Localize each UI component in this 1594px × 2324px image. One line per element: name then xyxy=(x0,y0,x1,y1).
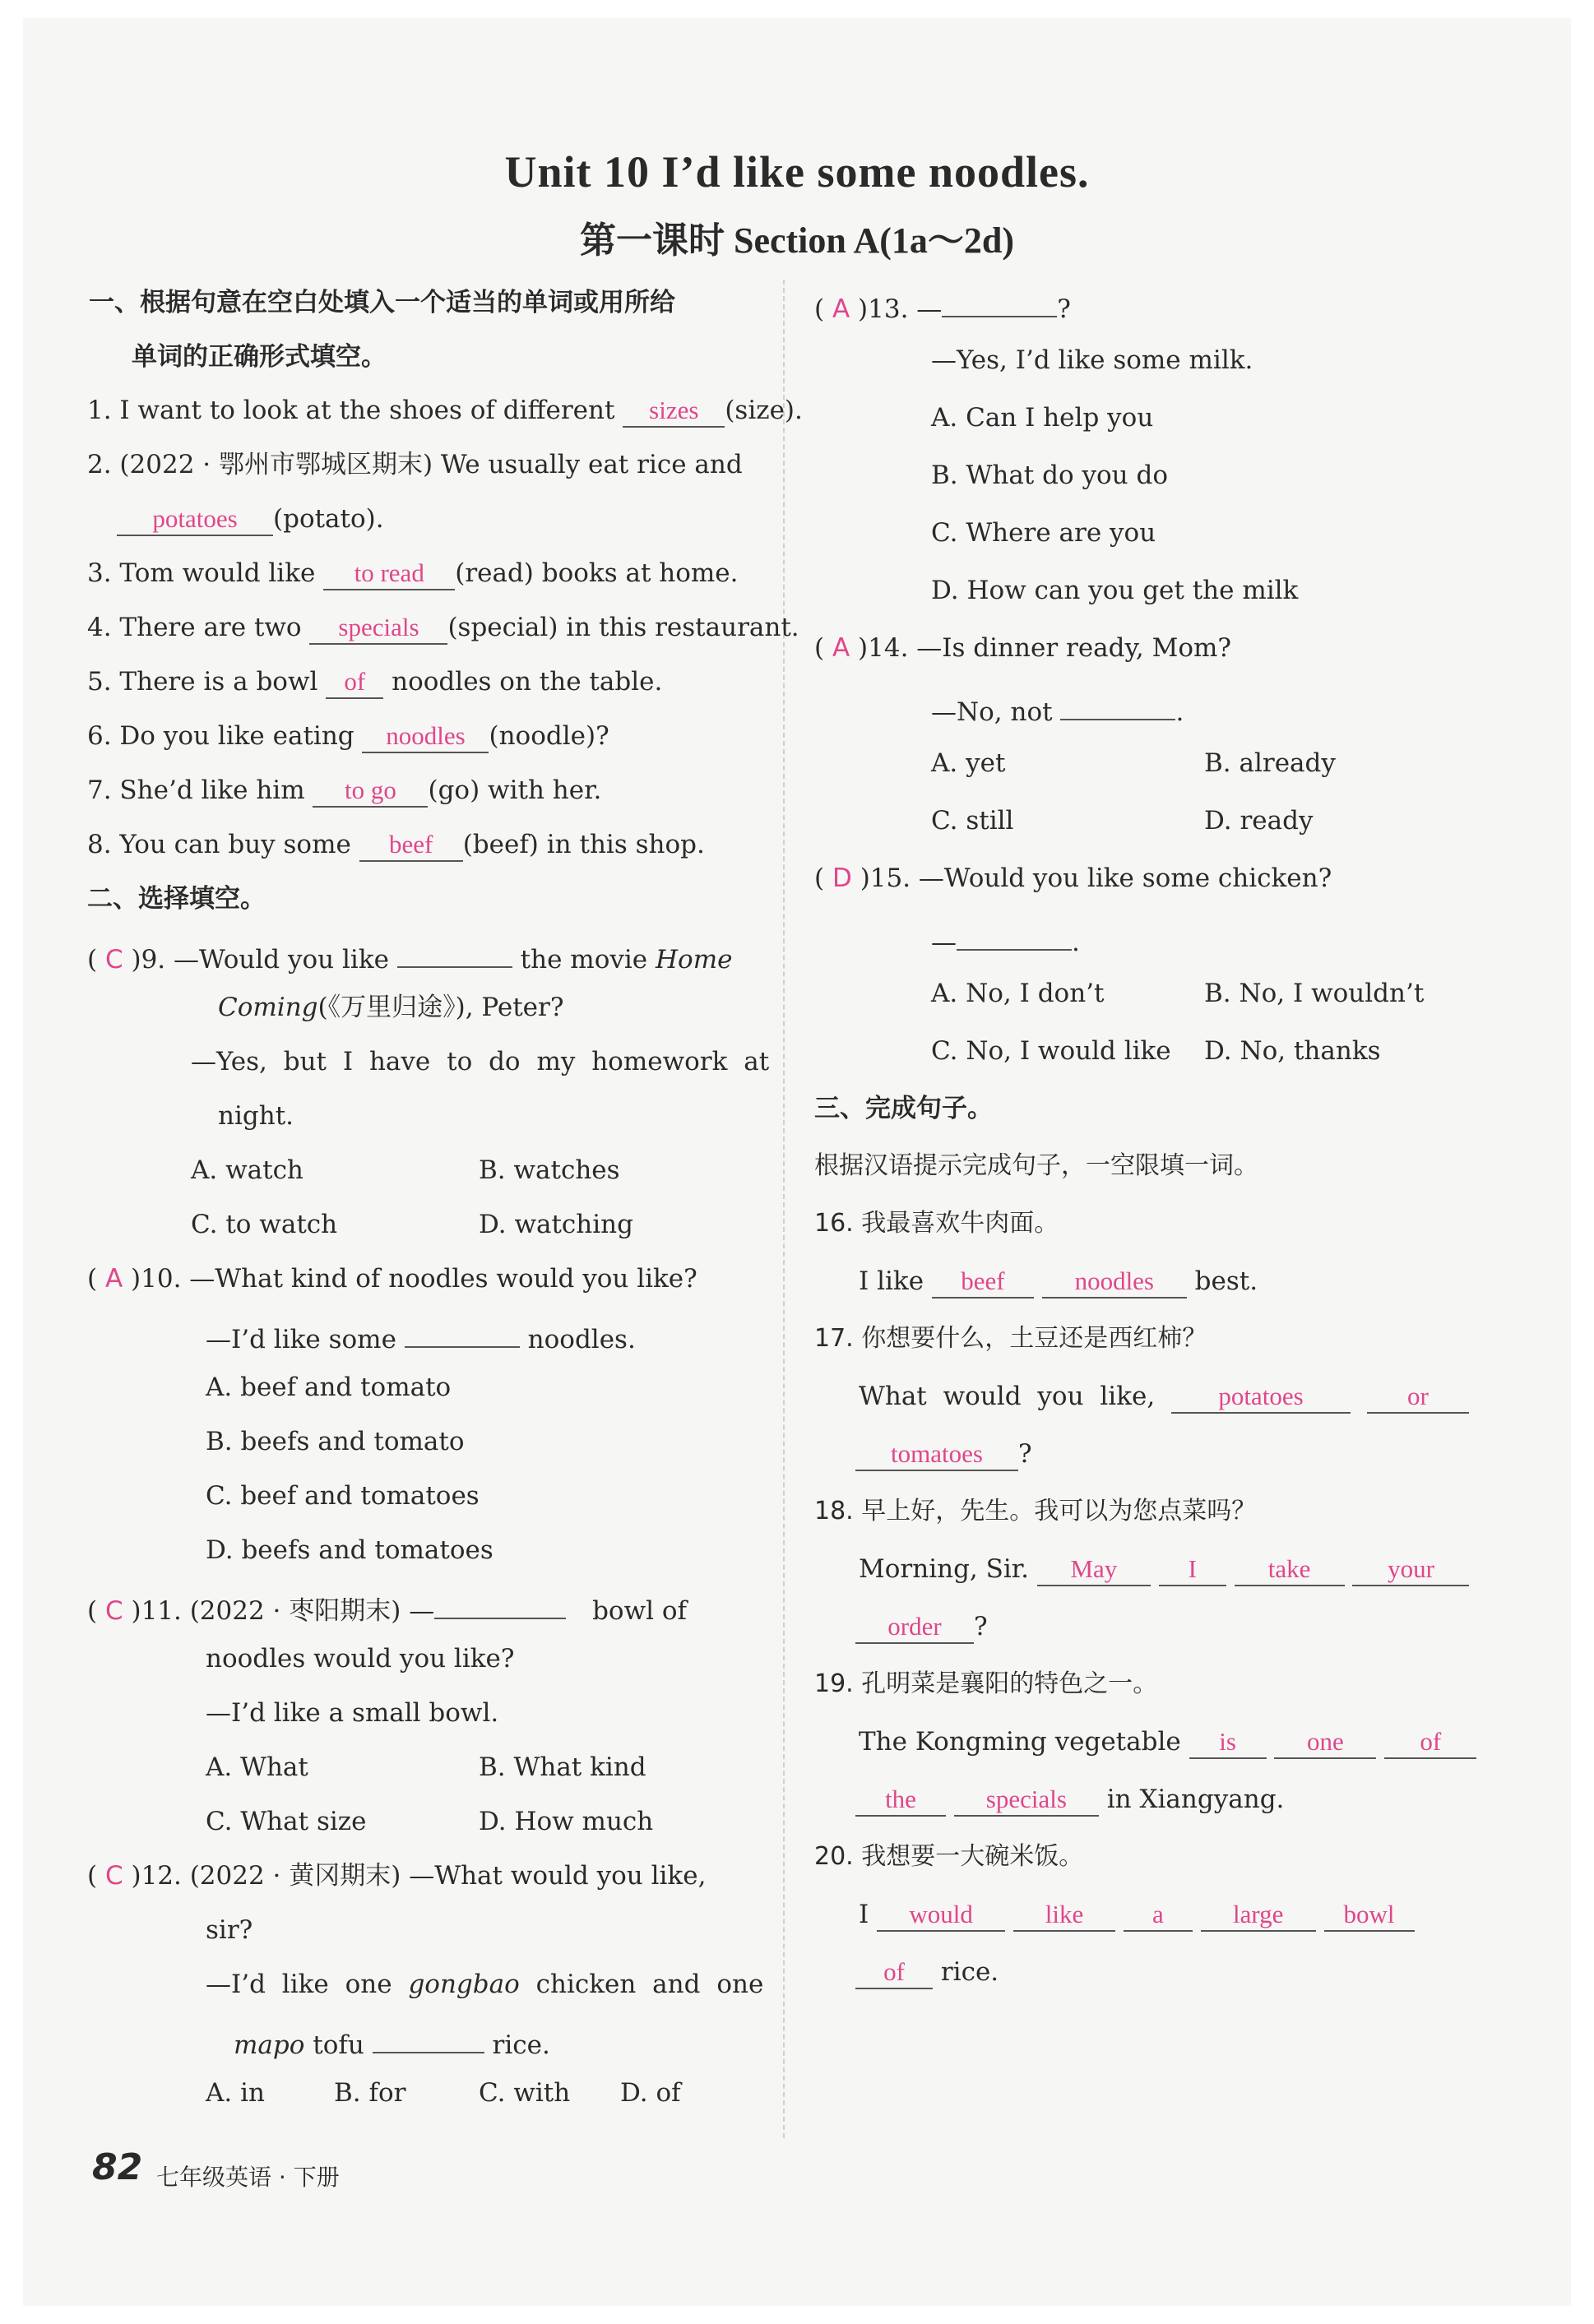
q9-option-a[interactable]: A. watch xyxy=(191,1155,304,1185)
q7-text: 7. She’d like him xyxy=(87,775,305,805)
q1-hint: (size). xyxy=(725,396,803,425)
q9-option-d[interactable]: D. watching xyxy=(479,1210,633,1239)
q12-blank[interactable] xyxy=(373,2022,484,2053)
question-9-line4: night. xyxy=(218,1101,294,1131)
q17-sentence-cont: tomatoes ? xyxy=(855,1437,1032,1471)
q18-blank-4[interactable]: your xyxy=(1352,1555,1469,1586)
q19-blank-1[interactable]: is xyxy=(1189,1728,1267,1759)
q19-blank-3[interactable]: of xyxy=(1384,1728,1476,1759)
question-13-line2: —Yes, I’d like some milk. xyxy=(931,345,1253,375)
q4-hint: (special) in this restaurant. xyxy=(447,613,799,642)
question-9-line3: —Yes, but I have to do my homework at xyxy=(191,1047,770,1076)
question-11: ( C )11. (2022 · 枣阳期末) — bowl of xyxy=(87,1588,687,1627)
q18-blank-5[interactable]: order xyxy=(855,1613,974,1644)
q1-blank[interactable]: sizes xyxy=(623,396,725,428)
q8-blank[interactable]: beef xyxy=(359,831,463,862)
q17-blank-1[interactable]: potatoes xyxy=(1171,1382,1351,1414)
q9-blank[interactable] xyxy=(397,937,512,968)
question-14-line2: —No, not . xyxy=(931,689,1184,729)
q6-hint: (noodle)? xyxy=(489,721,609,751)
part3-instruction: 根据汉语提示完成句子，一空限填一词。 xyxy=(814,1151,1258,1180)
q17-blank-3[interactable]: tomatoes xyxy=(855,1440,1018,1471)
question-9: ( C )9. —Would you like the movie Home xyxy=(87,937,732,976)
q20-blank-1[interactable]: would xyxy=(877,1900,1005,1932)
q5-text: 5. There is a bowl xyxy=(87,667,318,697)
question-12-line3: —I’d like one gongbao chicken and one xyxy=(206,1970,764,1999)
q19-blank-4[interactable]: the xyxy=(855,1785,946,1817)
unit-title: Unit 10 I’d like some noodles. xyxy=(504,147,1090,197)
q11-option-d[interactable]: D. How much xyxy=(479,1807,654,1836)
q20-sentence-cont: of rice. xyxy=(855,1956,999,1989)
q18-blank-3[interactable]: take xyxy=(1235,1555,1345,1586)
q1-text: 1. I want to look at the shoes of different xyxy=(87,396,615,425)
question-8 xyxy=(87,828,705,862)
q6-text: 6. Do you like eating xyxy=(87,721,354,751)
q16-chinese: 16. 我最喜欢牛肉面。 xyxy=(814,1209,1059,1238)
lesson-title: 第一课时 Section A(1a～2d) xyxy=(580,220,1014,261)
q20-blank-5[interactable]: bowl xyxy=(1324,1900,1415,1932)
q9-option-b[interactable]: B. watches xyxy=(479,1155,620,1185)
q10-option-d[interactable]: D. beefs and tomatoes xyxy=(206,1535,493,1565)
q12-answer[interactable]: C xyxy=(104,1861,123,1891)
question-3 xyxy=(87,557,739,590)
question-11-line2: noodles would you like? xyxy=(206,1644,515,1674)
q18-chinese: 18. 早上好，先生。我可以为您点菜吗？ xyxy=(814,1497,1257,1525)
q20-blank-6[interactable]: of xyxy=(855,1958,933,1989)
q10-option-c[interactable]: C. beef and tomatoes xyxy=(206,1481,480,1511)
q14-option-b[interactable]: B. already xyxy=(1204,748,1336,778)
q13-option-b[interactable]: B. What do you do xyxy=(931,461,1168,490)
q15-option-a[interactable]: A. No, I don’t xyxy=(931,979,1105,1008)
question-10: ( A )10. —What kind of noodles would you like? xyxy=(87,1264,697,1294)
q3-blank[interactable]: to read xyxy=(323,559,455,590)
q11-answer[interactable]: C xyxy=(104,1596,123,1626)
q13-option-d[interactable]: D. How can you get the milk xyxy=(931,576,1299,605)
q17-sentence: What would you like, potatoes or xyxy=(859,1380,1469,1414)
q15-option-d[interactable]: D. No, thanks xyxy=(1204,1036,1381,1066)
q14-blank[interactable] xyxy=(1060,689,1175,720)
q18-sentence: Morning, Sir. May I take your xyxy=(859,1553,1469,1586)
question-12-line4: mapo tofu rice. xyxy=(234,2022,550,2062)
q10-option-a[interactable]: A. beef and tomato xyxy=(206,1373,452,1402)
q8-text: 8. You can buy some xyxy=(87,830,351,859)
q15-option-c[interactable]: C. No, I would like xyxy=(931,1036,1171,1066)
q18-blank-2[interactable]: I xyxy=(1159,1555,1226,1586)
q11-blank[interactable] xyxy=(434,1588,566,1619)
q12-option-c[interactable]: C. with xyxy=(479,2078,571,2108)
q18-sentence-cont: order ? xyxy=(855,1610,988,1644)
q13-option-a[interactable]: A. Can I help you xyxy=(931,403,1154,433)
q2-blank[interactable]: potatoes xyxy=(117,505,273,536)
q20-chinese: 20. 我想要一大碗米饭。 xyxy=(814,1842,1084,1871)
q19-blank-5[interactable]: specials xyxy=(954,1785,1099,1817)
question-2: 2. (2022 · 鄂州市鄂城区期末) We usually eat rice and xyxy=(87,450,743,479)
part3-heading: 三、完成句子。 xyxy=(814,1094,993,1123)
question-15: ( D )15. —Would you like some chicken? xyxy=(814,863,1332,893)
q15-answer[interactable]: D xyxy=(832,863,852,893)
question-1 xyxy=(87,394,803,428)
q14-option-d[interactable]: D. ready xyxy=(1204,806,1314,836)
q13-answer[interactable]: A xyxy=(832,294,850,324)
q19-blank-2[interactable]: one xyxy=(1274,1728,1376,1759)
question-10-line2: —I’d like some noodles. xyxy=(206,1317,636,1356)
q19-chinese: 19. 孔明菜是襄阳的特色之一。 xyxy=(814,1669,1158,1698)
q19-sentence: The Kongming vegetable is one of xyxy=(859,1725,1476,1759)
q20-blank-4[interactable]: large xyxy=(1201,1900,1316,1932)
q16-blank-1[interactable]: beef xyxy=(932,1267,1034,1299)
q12-option-b[interactable]: B. for xyxy=(334,2078,406,2108)
q15-option-b[interactable]: B. No, I wouldn’t xyxy=(1204,979,1425,1008)
q20-blank-2[interactable]: like xyxy=(1013,1900,1115,1932)
question-4 xyxy=(87,611,799,645)
q9-answer[interactable]: C xyxy=(104,945,123,975)
q11-option-c[interactable]: C. What size xyxy=(206,1807,367,1836)
q7-hint: (go) with her. xyxy=(428,775,602,805)
q12-option-a[interactable]: A. in xyxy=(206,2078,265,2108)
q13-blank[interactable] xyxy=(942,286,1057,317)
q16-blank-2[interactable]: noodles xyxy=(1042,1267,1187,1299)
question-6 xyxy=(87,720,609,753)
q14-answer[interactable]: A xyxy=(832,633,850,663)
q5-rest: noodles on the table. xyxy=(392,667,663,697)
question-12-line2: sir? xyxy=(206,1915,253,1945)
q10-blank[interactable] xyxy=(405,1317,520,1348)
page-number: 82 xyxy=(92,2146,143,2188)
q14-option-c[interactable]: C. still xyxy=(931,806,1014,836)
q20-blank-3[interactable]: a xyxy=(1124,1900,1193,1932)
q11-option-a[interactable]: A. What xyxy=(206,1752,308,1782)
q17-chinese: 17. 你想要什么，土豆还是西红柿？ xyxy=(814,1324,1207,1353)
q11-option-b[interactable]: B. What kind xyxy=(479,1752,646,1782)
q2-hint: (potato). xyxy=(273,504,384,534)
q13-option-c[interactable]: C. Where are you xyxy=(931,518,1156,548)
question-2-cont xyxy=(117,502,384,536)
q19-sentence-cont: the specials in Xiangyang. xyxy=(855,1783,1284,1817)
q9-option-c[interactable]: C. to watch xyxy=(191,1210,338,1239)
column-divider xyxy=(783,280,785,2138)
question-14: ( A )14. —Is dinner ready, Mom? xyxy=(814,633,1232,663)
q5-blank[interactable]: of xyxy=(326,668,383,699)
q10-option-b[interactable]: B. beefs and tomato xyxy=(206,1427,465,1456)
question-7 xyxy=(87,774,601,808)
q3-hint: (read) books at home. xyxy=(455,558,739,588)
q3-text: 3. Tom would like xyxy=(87,558,316,588)
q14-option-a[interactable]: A. yet xyxy=(931,748,1006,778)
q18-blank-1[interactable]: May xyxy=(1037,1555,1151,1586)
book-title: 七年级英语 · 下册 xyxy=(156,2164,340,2191)
q8-hint: (beef) in this shop. xyxy=(462,830,705,859)
question-15-line2: — . xyxy=(931,919,1080,959)
q6-blank[interactable]: noodles xyxy=(362,722,489,753)
q12-option-d[interactable]: D. of xyxy=(620,2078,681,2108)
q4-text: 4. There are two xyxy=(87,613,302,642)
question-9-line2: Coming(《万里归途》), Peter? xyxy=(218,993,564,1022)
part1-heading-cont: 单词的正确形式填空。 xyxy=(132,342,387,372)
q20-sentence: I would like a large bowl xyxy=(859,1898,1415,1932)
part2-heading: 二、选择填空。 xyxy=(87,884,266,914)
q16-sentence: I like beef noodles best. xyxy=(859,1265,1258,1299)
q15-blank[interactable] xyxy=(957,919,1072,951)
q7-blank[interactable]: to go xyxy=(313,776,428,808)
question-12: ( C )12. (2022 · 黄冈期末) —What would you like, xyxy=(87,1861,707,1891)
question-11-line3: —I’d like a small bowl. xyxy=(206,1698,499,1728)
q17-blank-2[interactable]: or xyxy=(1367,1382,1469,1414)
q4-blank[interactable]: specials xyxy=(309,613,447,645)
question-5 xyxy=(87,665,662,699)
question-13: ( A )13. — ? xyxy=(814,286,1071,326)
part1-heading: 一、根据句意在空白处填入一个适当的单词或用所给 xyxy=(89,288,675,317)
q10-answer[interactable]: A xyxy=(104,1264,123,1294)
